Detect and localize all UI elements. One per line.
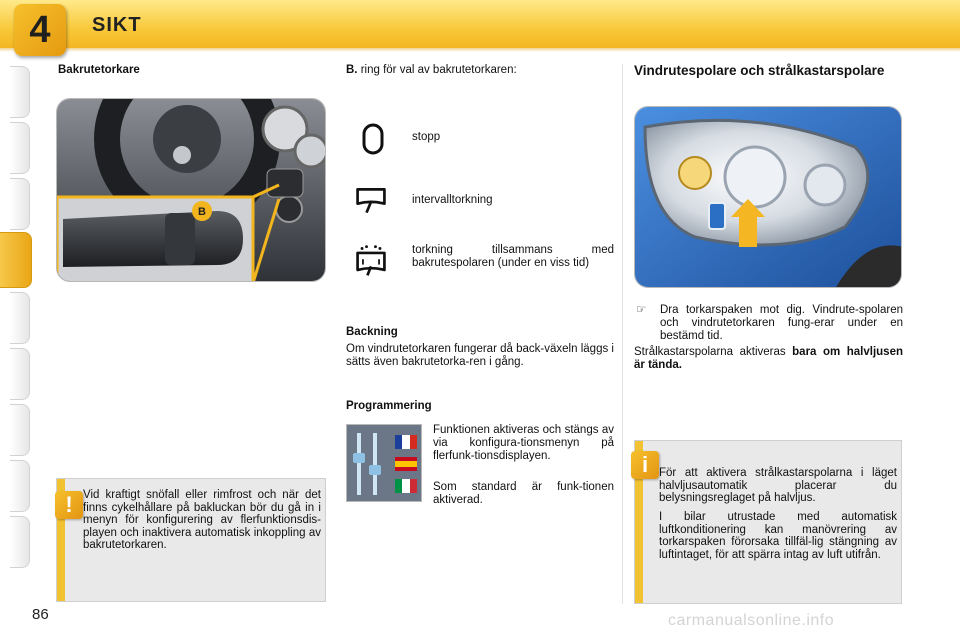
ring-b-label: B. — [346, 64, 358, 76]
mode-stop-label: stopp — [412, 131, 441, 143]
photo-callout-b: B — [198, 206, 206, 218]
chapter-tab-5[interactable] — [10, 292, 30, 344]
chapter-tab-8[interactable] — [10, 460, 30, 512]
chapter-tab-3[interactable] — [10, 178, 30, 230]
watermark: carmanualsonline.info — [668, 612, 835, 629]
chapter-tab-2[interactable] — [10, 122, 30, 174]
chapter-header — [0, 0, 960, 48]
info-text-2: I bilar utrustade med automatisk luftkonditionering kan manövrering av torkarspaken förorsaka tillfäl-lig stängning av luftintaget, för att spärra intag av luft utifrån. — [659, 511, 897, 561]
chapter-tab-rail — [0, 66, 34, 576]
wiper-stop-icon — [356, 122, 390, 156]
headlamp-note-bold: bara om halvljusen är tända. — [634, 346, 903, 371]
backning-heading: Backning — [346, 326, 398, 338]
washer-instruction-text: Dra torkarspaken mot dig. Vindrute-spolaren och vindrutetorkaren fung-erar under en bestämd tid. — [660, 304, 903, 342]
washer-heading: Vindrutespolare och strålkastarspolare — [634, 63, 885, 78]
backning-text: Om vindrutetorkaren fungerar då back-växeln läggs i sätts även bakrutetorka-ren i gång. — [346, 343, 614, 368]
info-text-1: För att aktivera strålkastarspolarna i läget halvljusautomatik placerar du belysningsreglaget på halvljus. — [659, 467, 897, 505]
chapter-tab-9[interactable] — [10, 516, 30, 568]
page-number: 86 — [32, 606, 49, 623]
chapter-title: SIKT — [92, 14, 142, 36]
ring-b-description: ring för val av bakrutetorkaren: — [360, 64, 517, 76]
chapter-tab-4-active[interactable] — [0, 232, 32, 288]
programmering-text-2: Som standard är funk-tionen aktiverad. — [433, 481, 614, 506]
chapter-number: 4 — [29, 9, 51, 51]
programmering-heading: Programmering — [346, 400, 432, 412]
wiper-interval-icon — [354, 184, 388, 218]
chapter-tab-1[interactable] — [10, 66, 30, 118]
headlamp-washer-note — [634, 346, 903, 372]
info-box — [634, 440, 902, 604]
rear-wiper-heading: Bakrutetorkare — [58, 64, 140, 76]
chapter-badge — [14, 4, 66, 56]
mode-interval-label: intervalltorkning — [412, 194, 493, 206]
chapter-tab-7[interactable] — [10, 404, 30, 456]
wiper-wash-icon — [354, 244, 388, 278]
config-menu-image — [346, 424, 422, 502]
header-shadow — [0, 48, 960, 52]
steering-column-photo — [56, 98, 326, 282]
warning-icon: ! — [55, 491, 83, 519]
warning-box — [56, 478, 326, 602]
info-icon: i — [631, 451, 659, 479]
ring-b-intro — [346, 64, 608, 77]
hand-pointer-icon: ☞ — [636, 304, 647, 316]
headlamp-note-prefix: Strålkastarspolarna aktiveras — [634, 346, 786, 358]
mode-wash-label: torkning tillsammans med bakrutespolaren (under en viss tid) — [412, 244, 614, 269]
warning-text: Vid kraftigt snöfall eller rimfrost och när det finns cykelhållare på bakluckan bör du gå in i menyn för konfigurering av flerfunktionsdis-playen och inaktivera automatisk inkoppling av bakrutetorkaren. — [83, 489, 321, 552]
headlamp-photo — [634, 106, 902, 288]
column-separator — [622, 64, 623, 604]
chapter-tab-6[interactable] — [10, 348, 30, 400]
programmering-text-1: Funktionen aktiveras och stängs av via konfigura-tionsmenyn på flerfunk-tionsdisplayen. — [433, 424, 614, 462]
